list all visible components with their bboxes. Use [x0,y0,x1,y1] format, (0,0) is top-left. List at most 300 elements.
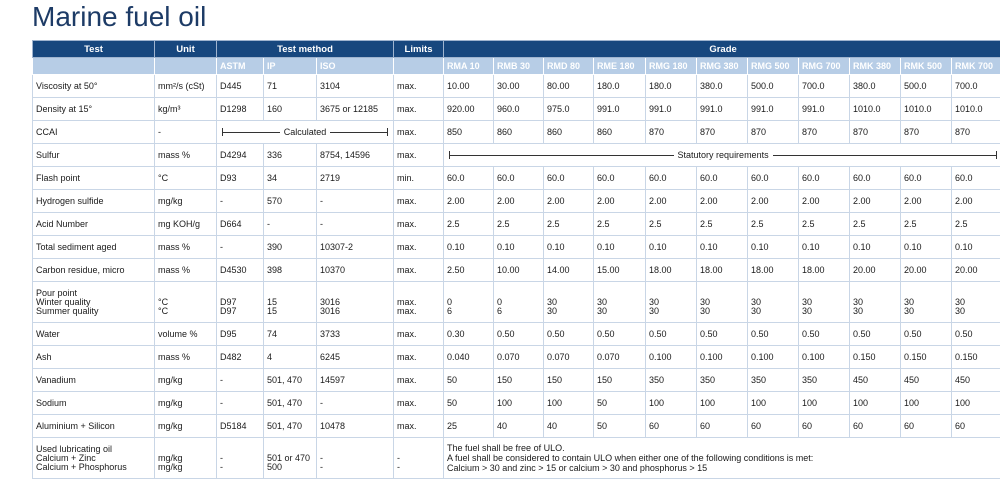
grade-header: RMK 380 [850,58,901,75]
limit: max. [394,259,444,282]
grade-value: 0.040 [444,346,494,369]
iso: 2719 [317,167,394,190]
test-name: Water [33,323,155,346]
limit: max. [394,121,444,144]
grade-value: 870 [697,121,748,144]
test-name: Vanadium [33,369,155,392]
grade-value: 500.0 [748,75,799,98]
grade-value: 1010.0 [850,98,901,121]
grade-value: 2.5 [444,213,494,236]
grade-value: 0.50 [901,323,952,346]
grade-value: 30 [597,298,642,307]
ulo-note: The fuel shall be free of ULO. [447,443,999,453]
grade-value: 18.00 [697,259,748,282]
grade-header: RMD 80 [544,58,594,75]
grade-value: 6 [497,307,540,316]
grade-value: 380.0 [697,75,748,98]
grade-header: RMG 180 [646,58,697,75]
grade-value: 0.10 [799,236,850,259]
test-name: Density at 15° [33,98,155,121]
grade-value: 0.50 [646,323,697,346]
header-test: Test [33,41,155,58]
grade-value: 991.0 [748,98,799,121]
unit: °C [158,307,213,316]
grade-value: 0.30 [444,323,494,346]
grade-value: 60.0 [952,167,1000,190]
grade-value: 2.5 [494,213,544,236]
grade-value: 0.070 [544,346,594,369]
statutory-requirements: Statutory requirements [674,150,773,160]
grade-value: 15.00 [594,259,646,282]
grade-value: 0.10 [748,236,799,259]
unit: mass % [155,346,217,369]
grade-value: 100 [799,392,850,415]
test-name: Aluminium + Silicon [33,415,155,438]
astm: D97 [220,298,260,307]
grade-value: 150 [544,369,594,392]
grade-value: 0.150 [850,346,901,369]
test-name: Winter quality [36,298,151,307]
ip: 4 [264,346,317,369]
grade-value: 100 [901,392,952,415]
iso: 3016 [320,307,390,316]
grade-header: RMB 30 [494,58,544,75]
grade-value: 60.0 [646,167,697,190]
unit: kg/m³ [155,98,217,121]
grade-value: 0.50 [494,323,544,346]
limit: min. [394,167,444,190]
grade-value: 0.070 [594,346,646,369]
iso: 3675 or 12185 [317,98,394,121]
grade-value: 0.070 [494,346,544,369]
header-test-method: Test method [217,41,394,58]
grade-value: 14.00 [544,259,594,282]
grade-value: 0 [447,298,490,307]
unit: mg/kg [158,463,213,472]
grade-value: 850 [444,121,494,144]
iso: - [317,213,394,236]
grade-value: 60.0 [594,167,646,190]
grade-value: 2.5 [850,213,901,236]
grade-value: 2.5 [697,213,748,236]
grade-value: 60.0 [494,167,544,190]
unit: mg/kg [155,190,217,213]
grade-value: 100 [952,392,1000,415]
grade-value: 2.00 [799,190,850,213]
grade-value: 860 [544,121,594,144]
grade-value: 60 [646,415,697,438]
table-row [33,190,1000,213]
grade-value: 18.00 [748,259,799,282]
iso: - [317,392,394,415]
ip: 15 [267,307,313,316]
grade-value: 0.10 [646,236,697,259]
limit: max. [394,392,444,415]
grade-value: 0.50 [594,323,646,346]
unit: mg/kg [158,454,213,463]
unit: mass % [155,144,217,167]
ip: 71 [264,75,317,98]
grade-value: 30 [853,307,897,316]
grade-value: 10.00 [444,75,494,98]
header-grade: Grade [444,41,1000,58]
astm: D5184 [217,415,264,438]
grade-value: 2.00 [594,190,646,213]
grade-value: 350 [799,369,850,392]
grade-value: 0.150 [952,346,1000,369]
grade-header: RMA 10 [444,58,494,75]
grade-value: 20.00 [850,259,901,282]
grade-value: 1010.0 [901,98,952,121]
test-name: Summer quality [36,307,151,316]
grade-value: 30 [904,307,948,316]
unit: °C [158,298,213,307]
astm: D482 [217,346,264,369]
unit: mass % [155,259,217,282]
ip: 336 [264,144,317,167]
table-row [33,213,1000,236]
astm: - [217,392,264,415]
grade-value: 0.100 [799,346,850,369]
header-row-2 [33,58,1000,75]
grade-value: 30 [597,307,642,316]
grade-value: 2.00 [544,190,594,213]
grade-value: 18.00 [646,259,697,282]
grade-value: 870 [952,121,1000,144]
ip: 160 [264,98,317,121]
grade-value: 50 [444,369,494,392]
grade-value: 975.0 [544,98,594,121]
unit: mm²/s (cSt) [155,75,217,98]
grade-value: 50 [444,392,494,415]
ip: 74 [264,323,317,346]
grade-value: 700.0 [799,75,850,98]
grade-value: 870 [850,121,901,144]
ip: 500 [267,463,313,472]
grade-value: 20.00 [901,259,952,282]
grade-value: 100 [748,392,799,415]
grade-value: 0.50 [799,323,850,346]
astm: D664 [217,213,264,236]
ip: 501, 470 [264,415,317,438]
grade-value: 0.10 [697,236,748,259]
grade-value: 0.10 [494,236,544,259]
grade-value: 30 [700,298,744,307]
grade-value: 30 [955,307,999,316]
unit: °C [155,167,217,190]
test-name: CCAI [33,121,155,144]
ip: 15 [267,298,313,307]
table-row [33,282,1000,323]
grade-value: 30 [649,298,693,307]
grade-value: 40 [544,415,594,438]
grade-value: 60.0 [697,167,748,190]
ulo-note: Calcium > 30 and zinc > 15 or calcium > 30 and phosphorus > 15 [447,463,999,473]
grade-value: 30 [751,298,795,307]
unit: mg/kg [155,392,217,415]
astm: - [217,190,264,213]
test-name: Total sediment aged [33,236,155,259]
grade-value: 30 [751,307,795,316]
grade-value: 50 [594,392,646,415]
grade-value: 450 [901,369,952,392]
grade-value: 0.50 [850,323,901,346]
iso: 10370 [317,259,394,282]
limit: - [397,454,440,463]
grade-value: 350 [646,369,697,392]
grade-value: 0.50 [544,323,594,346]
fuel-spec-table [32,40,1000,479]
grade-value: 0.10 [544,236,594,259]
grade-header: RMK 500 [901,58,952,75]
grade-value: 960.0 [494,98,544,121]
table-row [33,323,1000,346]
grade-value: 60 [952,415,1000,438]
limit: max. [394,369,444,392]
grade-value: 450 [952,369,1000,392]
unit: mg/kg [155,369,217,392]
grade-value: 100 [544,392,594,415]
grade-value: 870 [799,121,850,144]
grade-value: 350 [748,369,799,392]
grade-value: 870 [646,121,697,144]
grade-value: 500.0 [901,75,952,98]
astm: D4530 [217,259,264,282]
astm: - [217,236,264,259]
grade-value: 150 [494,369,544,392]
header-unit: Unit [155,41,217,58]
ip: 34 [264,167,317,190]
calculated-bracket [220,127,390,137]
iso: - [320,463,390,472]
table-row [33,346,1000,369]
grade-value: 30 [853,298,897,307]
grade-value: 180.0 [594,75,646,98]
grade-value: 870 [748,121,799,144]
test-name: Used lubricating oil [36,445,151,454]
grade-value: 30 [904,298,948,307]
test-name: Pour point [36,289,151,298]
iso: 3104 [317,75,394,98]
grade-value: 2.00 [444,190,494,213]
grade-value: 18.00 [799,259,850,282]
table-row [33,392,1000,415]
iso: 3733 [317,323,394,346]
table-row [33,75,1000,98]
astm: - [220,454,260,463]
grade-value: 60.0 [748,167,799,190]
grade-value: 991.0 [799,98,850,121]
grade-value: 0.50 [697,323,748,346]
grade-value: 0.10 [901,236,952,259]
grade-value: 0.150 [901,346,952,369]
limit: max. [397,298,440,307]
unit: mg KOH/g [155,213,217,236]
grade-value: 30 [802,298,846,307]
astm: D97 [220,307,260,316]
grade-value: 30 [955,298,999,307]
grade-value: 2.5 [594,213,646,236]
grade-value: 0.50 [748,323,799,346]
limit: max. [394,75,444,98]
grade-value: 2.00 [850,190,901,213]
table-row [33,144,1000,167]
header-limits: Limits [394,41,444,58]
grade-value: 0.50 [952,323,1000,346]
grade-value: 30 [700,307,744,316]
grade-value: 380.0 [850,75,901,98]
grade-value: 0.10 [850,236,901,259]
grade-value: 0.10 [594,236,646,259]
limit: max. [394,190,444,213]
grade-value: 2.5 [544,213,594,236]
grade-value: 870 [901,121,952,144]
grade-value: 60.0 [901,167,952,190]
grade-value: 30 [802,307,846,316]
grade-value: 40 [494,415,544,438]
test-name: Sodium [33,392,155,415]
unit: mass % [155,236,217,259]
table-row [33,415,1000,438]
grade-value: 25 [444,415,494,438]
grade-value: 100 [494,392,544,415]
method-calculated: Calculated [280,127,331,137]
grade-value: 100 [850,392,901,415]
limit: max. [394,213,444,236]
grade-value: 60.0 [799,167,850,190]
test-name: Ash [33,346,155,369]
grade-value: 2.00 [952,190,1000,213]
grade-value: 30.00 [494,75,544,98]
limit: max. [394,346,444,369]
iso: - [317,190,394,213]
statutory-bracket [447,150,999,160]
grade-value: 920.00 [444,98,494,121]
table-row [33,236,1000,259]
grade-value: 2.5 [799,213,850,236]
iso: 14597 [317,369,394,392]
table-row [33,121,1000,144]
grade-value: 80.00 [544,75,594,98]
grade-header: RMG 380 [697,58,748,75]
iso: 8754, 14596 [317,144,394,167]
grade-header: RME 180 [594,58,646,75]
table-row [33,369,1000,392]
grade-value: 6 [447,307,490,316]
grade-value: 60 [799,415,850,438]
unit: mg/kg [155,415,217,438]
grade-value: 0.100 [646,346,697,369]
astm: D445 [217,75,264,98]
header-ip: IP [264,58,317,75]
grade-value: 60 [697,415,748,438]
grade-value: 60.0 [850,167,901,190]
astm: D95 [217,323,264,346]
header-astm: ASTM [217,58,264,75]
grade-value: 860 [494,121,544,144]
grade-header: RMK 700 [952,58,1000,75]
astm: - [220,463,260,472]
grade-value: 60 [901,415,952,438]
grade-value: 0.10 [952,236,1000,259]
astm: D4294 [217,144,264,167]
ip: 398 [264,259,317,282]
header-row-1 [33,41,1000,58]
grade-value: 991.0 [646,98,697,121]
page-title: Marine fuel oil [32,0,206,34]
ip: 570 [264,190,317,213]
grade-value: 2.5 [901,213,952,236]
grade-value: 0.100 [748,346,799,369]
limit: max. [397,307,440,316]
iso: 3016 [320,298,390,307]
grade-value: 60.0 [444,167,494,190]
ip: 390 [264,236,317,259]
grade-value: 2.5 [646,213,697,236]
ulo-note: A fuel shall be considered to contain ULO when either one of the following conditions is met: [447,453,999,463]
grade-value: 30 [649,307,693,316]
grade-header: RMG 500 [748,58,799,75]
iso: 10307-2 [317,236,394,259]
header-iso: ISO [317,58,394,75]
grade-value: 991.0 [697,98,748,121]
ip: 501, 470 [264,392,317,415]
grade-value: 30 [547,307,590,316]
limit: max. [394,98,444,121]
unit: - [155,121,217,144]
grade-value: 150 [594,369,646,392]
grade-value: 20.00 [952,259,1000,282]
grade-value: 100 [697,392,748,415]
astm: D1298 [217,98,264,121]
grade-value: 2.50 [444,259,494,282]
test-name: Flash point [33,167,155,190]
grade-value: 700.0 [952,75,1000,98]
limit: - [397,463,440,472]
grade-value: 60 [850,415,901,438]
grade-value: 2.00 [494,190,544,213]
grade-value: 60 [748,415,799,438]
grade-value: 2.00 [697,190,748,213]
table-row [33,167,1000,190]
astm: D93 [217,167,264,190]
grade-value: 10.00 [494,259,544,282]
grade-value: 860 [594,121,646,144]
test-name: Calcium + Zinc [36,454,151,463]
table-row [33,438,1000,479]
ip: - [264,213,317,236]
iso: - [320,454,390,463]
grade-value: 50 [594,415,646,438]
table-row [33,259,1000,282]
grade-value: 2.00 [646,190,697,213]
unit: volume % [155,323,217,346]
test-name: Calcium + Phosphorus [36,463,151,472]
test-name: Viscosity at 50° [33,75,155,98]
iso: 6245 [317,346,394,369]
test-name: Carbon residue, micro [33,259,155,282]
test-name: Acid Number [33,213,155,236]
limit: max. [394,144,444,167]
grade-value: 60.0 [544,167,594,190]
grade-value: 2.5 [952,213,1000,236]
grade-value: 30 [547,298,590,307]
grade-value: 180.0 [646,75,697,98]
grade-value: 2.00 [748,190,799,213]
grade-value: 0.100 [697,346,748,369]
grade-value: 1010.0 [952,98,1000,121]
grade-value: 0.10 [444,236,494,259]
